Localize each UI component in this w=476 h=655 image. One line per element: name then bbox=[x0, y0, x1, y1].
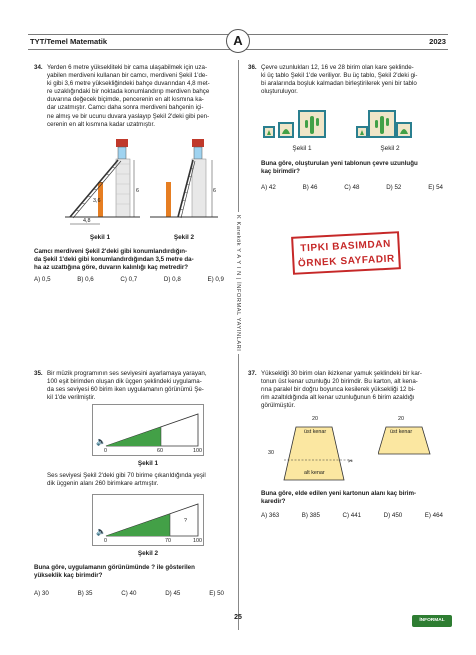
text-line: ki üç tablo Şekil 1'de veriliyor. Bu üç tablo, Şekil 2'deki gi- bbox=[261, 72, 418, 80]
option-e[interactable]: E) 464 bbox=[424, 512, 443, 519]
q35-fig2-tick-70: 70 bbox=[165, 538, 171, 544]
question-text bbox=[261, 64, 443, 96]
ladder-icon bbox=[178, 160, 193, 217]
option-a[interactable]: A) 363 bbox=[261, 512, 280, 519]
tablet-medium bbox=[278, 122, 294, 138]
q34-caption-1: Şekil 1 bbox=[89, 234, 111, 241]
text-line: Çevre uzunlukları 12, 16 ve 28 birim olan kare şeklinde- bbox=[261, 64, 414, 71]
text-line: yabilen merdiveni kullanan bir camcı, merdiveni Şekil 1'de- bbox=[47, 72, 208, 80]
q35-fig2-tick-100: 100 bbox=[193, 538, 202, 544]
question-37 bbox=[248, 370, 443, 414]
q34-base-distance: 4,8 bbox=[83, 218, 91, 224]
building-wall bbox=[192, 159, 206, 217]
question-34-ask bbox=[34, 248, 224, 278]
option-c[interactable]: C) 0,7 bbox=[120, 276, 138, 283]
booklet-badge: A bbox=[226, 29, 250, 53]
q34-figure-1 bbox=[60, 134, 145, 234]
tablet-large bbox=[298, 110, 326, 138]
q35-figure-1 bbox=[92, 404, 204, 456]
text-line: Yerden 6 metre yüksekliteki bir cama ulaşabilmek için uza- bbox=[47, 64, 208, 71]
text-line: yükseklik kaç birimdir? bbox=[34, 572, 103, 580]
question-35-ask bbox=[34, 564, 224, 582]
q37-figure-2 bbox=[378, 422, 444, 458]
publisher-band bbox=[229, 210, 247, 470]
text-line: da ses seviyesi 60 birim iken uygulamanın görünümü Şe- bbox=[47, 386, 204, 394]
text-line: dik üçgenin alanı 260 birimkare artmıştır. bbox=[47, 480, 159, 488]
q35-fig1-tick-60: 60 bbox=[157, 448, 163, 454]
text-line: da Şekil 1'deki gibi konumlandırdığından 3,5 metre da- bbox=[34, 256, 194, 264]
window-icon bbox=[118, 147, 126, 159]
q36-caption-2: Şekil 2 bbox=[380, 145, 400, 152]
speaker-icon: 🔈 bbox=[96, 437, 106, 446]
question-text bbox=[47, 64, 224, 129]
q37-top-label: üst kenar bbox=[304, 429, 327, 435]
option-d[interactable]: D) 450 bbox=[383, 512, 403, 519]
text-line: Ses seviyesi Şekil 2'deki gibi 70 birime çıkarıldığında yeşil bbox=[47, 472, 206, 479]
q37-top-length: 20 bbox=[312, 416, 318, 422]
publisher-logo: İNFORMAL bbox=[412, 615, 452, 627]
ladder-icon bbox=[70, 160, 118, 217]
text-line: bi aralarında boşluk kalmadan birleştirilerek yeni bir tablo bbox=[261, 80, 417, 88]
window-roof bbox=[192, 139, 204, 147]
q35-fig2-question: ? bbox=[184, 518, 187, 524]
scissors-icon: ✂ bbox=[348, 458, 354, 465]
text-line: ha az uzattığına göre, duvarın kalınlığı kaç metredir? bbox=[34, 264, 189, 272]
text-line: oluşturuluyor. bbox=[261, 88, 298, 96]
text-line: Yüksekliği 30 birim olan ikizkenar yamuk şeklindeki bir kar- bbox=[261, 370, 422, 377]
subject-title: TYT/Temel Matematik bbox=[30, 37, 108, 46]
q37-fig2-top-label: üst kenar bbox=[390, 429, 413, 435]
window-roof bbox=[116, 139, 128, 147]
stamp-line-1: TIPKI BASIMDAN bbox=[300, 238, 392, 255]
question-number: 35. bbox=[34, 370, 43, 377]
question-text bbox=[261, 370, 443, 410]
text-line: kaç birimdir? bbox=[261, 168, 300, 176]
q34-options bbox=[34, 276, 224, 283]
option-e[interactable]: E) 50 bbox=[209, 590, 224, 597]
option-b[interactable]: B) 46 bbox=[302, 184, 318, 191]
window-icon bbox=[194, 147, 202, 159]
text-line: ki gibi 3,6 metre yüksekliğindeki bahçe duvarından 4,8 met- bbox=[47, 80, 210, 88]
stamp-line-2: ÖRNEK SAYFADIR bbox=[297, 253, 396, 270]
question-37-ask bbox=[248, 490, 443, 508]
speaker-icon: 🔈 bbox=[96, 527, 106, 536]
tablet-combined bbox=[356, 110, 412, 138]
sample-stamp bbox=[291, 231, 401, 275]
q35-fig2-tick-0: 0 bbox=[104, 538, 107, 544]
q37-bottom-label: alt kenar bbox=[304, 470, 325, 476]
question-text bbox=[47, 370, 224, 402]
text-line: ne almış ve bir ucunu duvara yaslayıp Şekil 2'deki gibi pen- bbox=[47, 112, 210, 120]
question-36-ask bbox=[248, 160, 443, 178]
building-wall bbox=[116, 159, 130, 217]
text-line: duvarına değecek biçimde, pencerenin en alt kısmına ka- bbox=[47, 96, 204, 104]
option-d[interactable]: D) 0,8 bbox=[163, 276, 181, 283]
question-number: 37. bbox=[248, 370, 257, 377]
text-line: tonun üst kenar uzunluğu 20 birimdir. Bu karton, alt kena- bbox=[261, 378, 418, 386]
option-d[interactable]: D) 52 bbox=[386, 184, 402, 191]
text-line: 100 eşit birimden oluşan dik üçgen şeklindeki uygulama- bbox=[47, 378, 202, 386]
question-35-mid bbox=[47, 472, 224, 490]
question-36 bbox=[248, 64, 443, 100]
q35-caption-1: Şekil 1 bbox=[137, 460, 159, 467]
option-b[interactable]: B) 385 bbox=[301, 512, 320, 519]
publisher-text: K Karekök Y A Y I N | İNFORMAL YAYINLARI bbox=[235, 212, 241, 354]
page-number: 25 bbox=[234, 614, 242, 621]
cactus-icon bbox=[310, 116, 314, 134]
option-b[interactable]: B) 35 bbox=[77, 590, 93, 597]
question-number: 34. bbox=[34, 64, 43, 71]
q34-wall-height: 3,6 bbox=[93, 198, 101, 204]
q35-caption-2: Şekil 2 bbox=[137, 550, 159, 557]
option-b[interactable]: B) 0,6 bbox=[77, 276, 94, 283]
q34-window-height: 6 bbox=[136, 188, 139, 194]
option-c[interactable]: C) 48 bbox=[344, 184, 360, 191]
option-e[interactable]: E) 0,9 bbox=[207, 276, 224, 283]
option-a[interactable]: A) 30 bbox=[34, 590, 49, 597]
question-number: 36. bbox=[248, 64, 257, 71]
text-line: rına paralel bir doğru boyunca kesilerek yüksekliği 12 bi- bbox=[261, 386, 416, 394]
q37-fig2-top-length: 20 bbox=[398, 416, 404, 422]
text-line: kil 1'de verilmiştir. bbox=[47, 394, 96, 402]
text-line: Bir müzik programının ses seviyesini ayarlamaya yarayan, bbox=[47, 370, 207, 377]
text-line: cerenin en alt kısmına kadar uzatmıştır. bbox=[47, 120, 155, 128]
q36-figure-1 bbox=[262, 104, 342, 144]
q34-figure-2 bbox=[148, 134, 223, 234]
text-line: rim azaltıldığında alt kenar uzunluğunun 6 birim azaldığı bbox=[261, 394, 415, 402]
option-c[interactable]: C) 441 bbox=[342, 512, 362, 519]
option-a[interactable]: A) 0,5 bbox=[34, 276, 51, 283]
option-d[interactable]: D) 45 bbox=[165, 590, 181, 597]
q34-caption-2: Şekil 2 bbox=[173, 234, 195, 241]
text-line: Camcı merdiveni Şekil 2'deki gibi konumlandırdığın- bbox=[34, 248, 188, 255]
q35-figure-2 bbox=[92, 494, 204, 546]
text-line: karedir? bbox=[261, 498, 286, 506]
q36-options bbox=[261, 184, 443, 191]
exam-year: 2023 bbox=[429, 37, 446, 46]
q37-height-label: 30 bbox=[268, 450, 274, 456]
text-line: Buna göre, uygulamanın görünümünde ? ile gösterilen bbox=[34, 564, 195, 571]
q36-figure-2 bbox=[350, 104, 430, 144]
cactus-icon bbox=[380, 116, 384, 134]
option-a[interactable]: A) 42 bbox=[261, 184, 276, 191]
q35-fig1-tick-100: 100 bbox=[193, 448, 202, 454]
q37-options bbox=[261, 512, 443, 519]
text-line: re uzaklığındaki bir noktada konumlandırıp merdiven bahçe bbox=[47, 88, 210, 96]
q34-fig2-height: 6 bbox=[213, 188, 216, 194]
q35-options bbox=[34, 590, 224, 597]
q35-fig1-tick-0: 0 bbox=[104, 448, 107, 454]
option-e[interactable]: E) 54 bbox=[428, 184, 443, 191]
garden-wall bbox=[166, 182, 171, 217]
option-c[interactable]: C) 40 bbox=[121, 590, 137, 597]
text-line: Buna göre, elde edilen yeni kartonun alanı kaç birim- bbox=[261, 490, 417, 497]
tablet-small bbox=[263, 126, 275, 138]
text-line: görülmüştür. bbox=[261, 402, 296, 410]
text-line: Buna göre, oluşturulan yeni tablonun çevre uzunluğu bbox=[261, 160, 418, 167]
q36-caption-1: Şekil 1 bbox=[292, 145, 312, 152]
text-line: dar uzatmıştır. Camcı daha sonra merdiveni bahçenin içi- bbox=[47, 104, 204, 112]
